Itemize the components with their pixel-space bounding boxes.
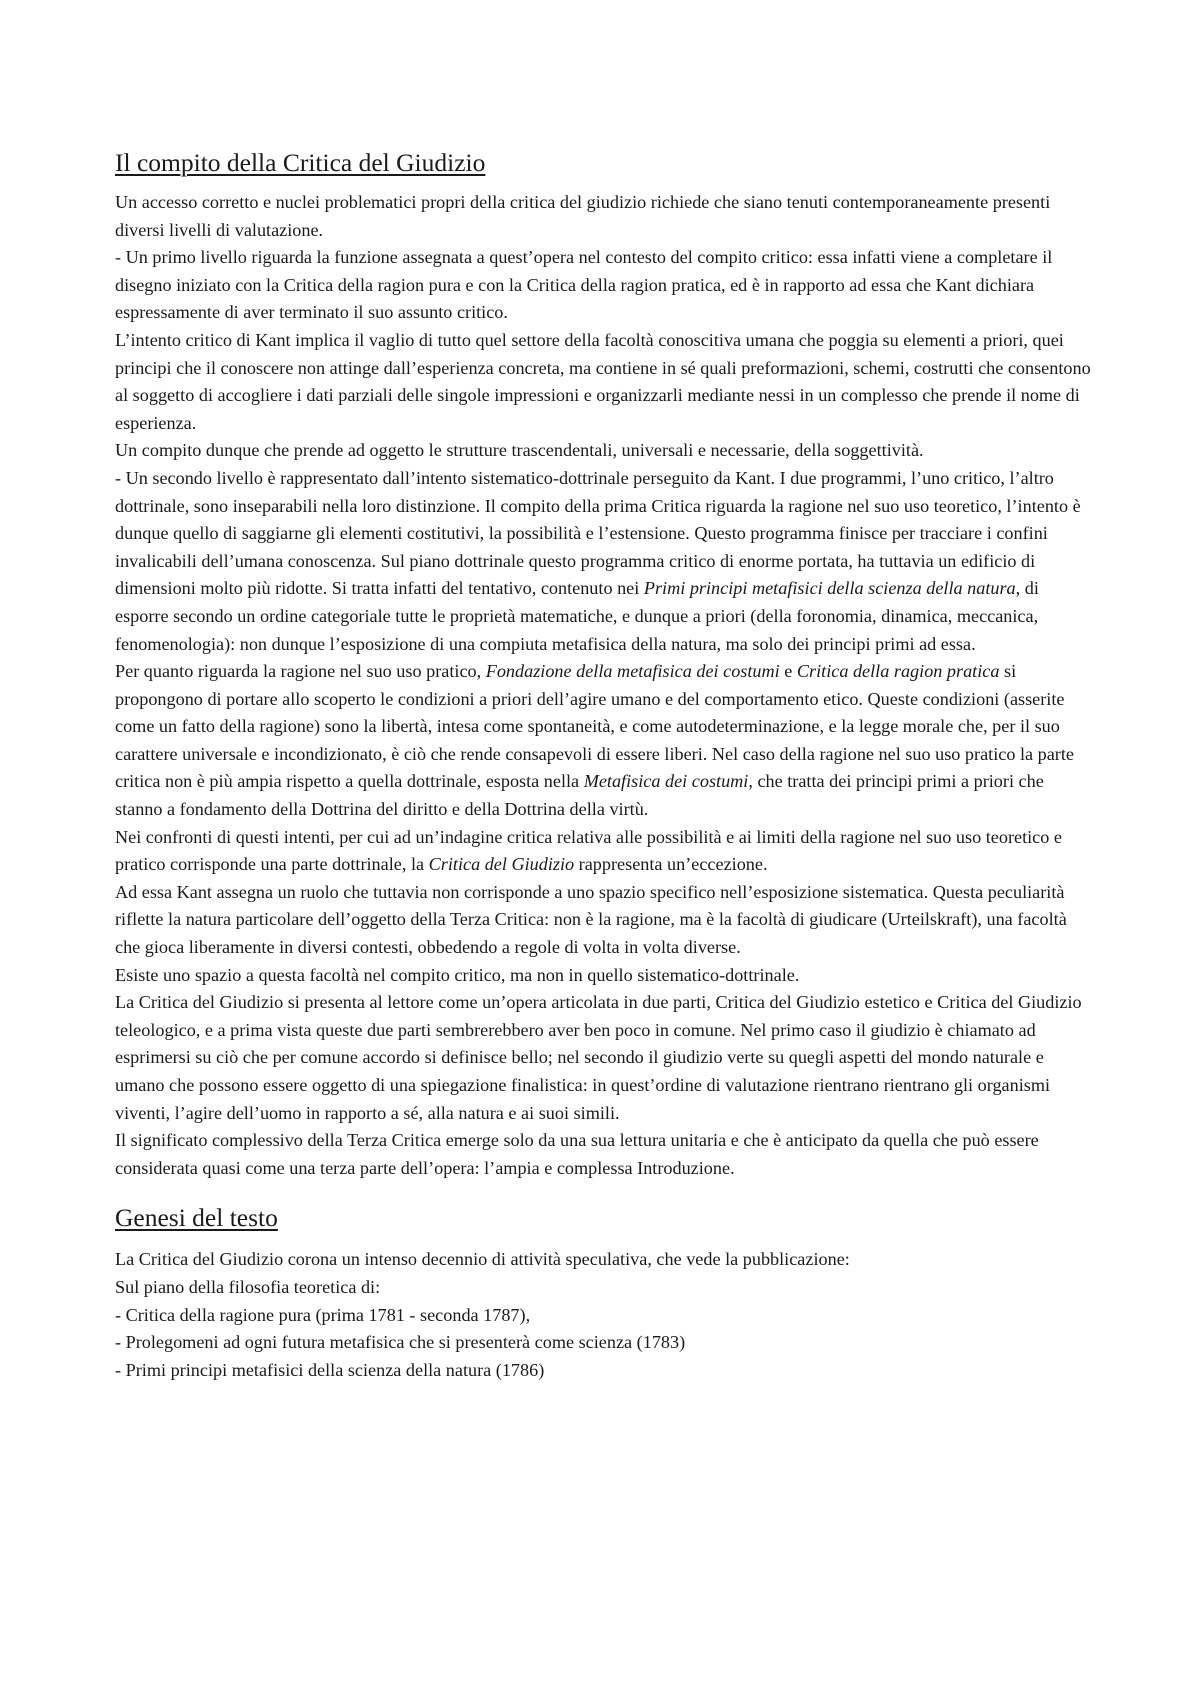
- section-body-compito: [115, 189, 1095, 1182]
- paragraph: [115, 327, 1095, 437]
- paragraph: [115, 1302, 1095, 1330]
- paragraph: [115, 658, 1095, 824]
- paragraph: [115, 824, 1095, 879]
- text-run: - Critica della ragione pura (prima 1781 - seconda 1787),: [115, 1304, 531, 1325]
- paragraph: [115, 437, 1095, 465]
- paragraph: [115, 1357, 1095, 1385]
- italic-title: Critica della ragion pratica: [796, 661, 1000, 682]
- paragraph: [115, 989, 1095, 1127]
- text-run: Un compito dunque che prende ad oggetto le strutture trascendentali, universali e necessarie, della soggettività.: [115, 440, 924, 461]
- italic-title: Metafisica dei costumi: [583, 771, 749, 792]
- text-run: - Un primo livello riguarda la funzione assegnata a quest’opera nel contesto del compito critico: essa infatti viene a completare il disegno iniziato con la Critica della ragion pura e con la Critica della ragion pratica, ed è in rapporto ad essa che Kant dichiara espressamente di aver terminato il suo assunto critico.: [115, 247, 1053, 323]
- text-run: e: [779, 661, 797, 682]
- text-run: La Critica del Giudizio si presenta al lettore come un’opera articolata in due parti, Critica del Giudizio estetico e Critica del Giudizio teleologico, e a prima vista queste due parti sembrerebbero aver ben poco in comune. Nel primo caso il giudizio è chiamato ad esprimersi su ciò che per comune accordo si definisce bello; nel secondo il giudizio verte su quegli aspetti del mondo naturale e umano che possono essere oggetto di una spiegazione finalistica: in quest’ordine di valutazione rientrano rientrano gli organismi viventi, l’agire dell’uomo in rapporto a sé, alla natura e ai suoi simili.: [115, 992, 1082, 1123]
- italic-title: Primi principi metafisici della scienza della natura: [643, 578, 1016, 599]
- text-run: L’intento critico di Kant implica il vaglio di tutto quel settore della facoltà conoscitiva umana che poggia su elementi a priori, quei principi che il conoscere non attinge dall’esperienza concreta, ma contiene in sé quali preformazioni, schemi, costrutti che consentono al soggetto di accogliere i dati parziali delle singole impressioni e organizzarli mediante nessi in un complesso che prende il nome di esperienza.: [115, 329, 1091, 433]
- paragraph: [115, 1246, 1095, 1274]
- paragraph: [115, 1127, 1095, 1182]
- document-page: [115, 145, 1095, 1384]
- text-run: Nei confronti di questi intenti, per cui ad un’indagine critica relativa alle possibilità e ai limiti della ragione nel suo uso teoretico e pratico corrisponde una parte dottrinale, la: [115, 826, 1062, 875]
- text-run: La Critica del Giudizio corona un intenso decennio di attività speculativa, che vede la pubblicazione:: [115, 1249, 850, 1270]
- paragraph: [115, 244, 1095, 327]
- text-run: - Prolegomeni ad ogni futura metafisica che si presenterà come scienza (1783): [115, 1332, 686, 1353]
- paragraph: [115, 962, 1095, 990]
- text-run: Per quanto riguarda la ragione nel suo uso pratico,: [115, 661, 486, 682]
- text-run: si propongono di portare allo scoperto le condizioni a priori dell’agire umano e del comportamento etico. Queste condizioni (asserite come un fatto della ragione) sono la libertà, intesa come spontaneità, e come autodeterminazione, e la legge morale che, per il suo carattere universale e incondizionato, è ciò che rende consapevoli di essere liberi. Nel caso della ragione nel suo uso pratico la parte critica non è più ampia rispetto a quella dottrinale, esposta nella: [115, 661, 1074, 792]
- paragraph: [115, 189, 1095, 244]
- text-run: , di esporre secondo un ordine categoriale tutte le proprietà matematiche, e dunque a priori (della foronomia, dinamica, meccanica, fenomenologia): non dunque l’esposizione di una compiuta metafisica della natura, ma solo dei principi primi ad essa.: [115, 578, 1039, 654]
- paragraph: [115, 465, 1095, 658]
- text-run: Un accesso corretto e nuclei problematici propri della critica del giudizio richiede che siano tenuti contemporaneamente presenti diversi livelli di valutazione.: [115, 192, 1051, 240]
- text-run: Ad essa Kant assegna un ruolo che tuttavia non corrisponde a uno spazio specifico nell’esposizione sistematica. Questa peculiarità riflette la natura particolare dell’oggetto della Terza Critica: non è la ragione, ma è la facoltà di giudicare (Urteilskraft), una facoltà che gioca liberamente in diversi contesti, obbedendo a regole di volta in volta diverse.: [115, 881, 1067, 958]
- text-run: Sul piano della filosofia teoretica di:: [115, 1276, 381, 1297]
- text-run: Esiste uno spazio a questa facoltà nel compito critico, ma non in quello sistematico-dottrinale.: [115, 964, 800, 985]
- section-body-genesi: [115, 1246, 1095, 1384]
- text-run: , che tratta dei principi primi a priori che stanno a fondamento della Dottrina del diritto e della Dottrina della virtù.: [115, 771, 1044, 820]
- section-title-genesi: Genesi del testo: [115, 1203, 278, 1233]
- text-run: - Un secondo livello è rappresentato dall’intento sistematico-dottrinale perseguito da Kant. I due programmi, l’uno critico, l’altro dottrinale, sono inseparabili nella loro distinzione. Il compito della prima Critica riguarda la ragione nel suo uso teoretico, l’intento è dunque quello di saggiarne gli elementi costitutivi, la possibilità e l’estensione. Questo programma finisce per tracciare i confini invalicabili dell’umana conoscenza. Sul piano dottrinale questo programma critico di enorme portata, ha tuttavia un edificio di dimensioni molto più ridotte. Si tratta infatti del tentativo, contenuto nei: [115, 467, 1081, 599]
- paragraph: [115, 1329, 1095, 1357]
- italic-title: Critica del Giudizio: [428, 854, 575, 875]
- section-title-compito: Il compito della Critica del Giudizio: [115, 148, 486, 177]
- text-run: - Primi principi metafisici della scienza della natura (1786): [115, 1359, 545, 1380]
- italic-title: Fondazione della metafisica dei costumi: [485, 661, 780, 682]
- paragraph: [115, 879, 1095, 962]
- text-run: rappresenta un’eccezione.: [574, 854, 768, 875]
- paragraph: [115, 1274, 1095, 1302]
- text-run: Il significato complessivo della Terza Critica emerge solo da una sua lettura unitaria e che è anticipato da quella che può essere considerata quasi come una terza parte dell’opera: l’ampia e complessa Introduzione.: [115, 1130, 1039, 1178]
